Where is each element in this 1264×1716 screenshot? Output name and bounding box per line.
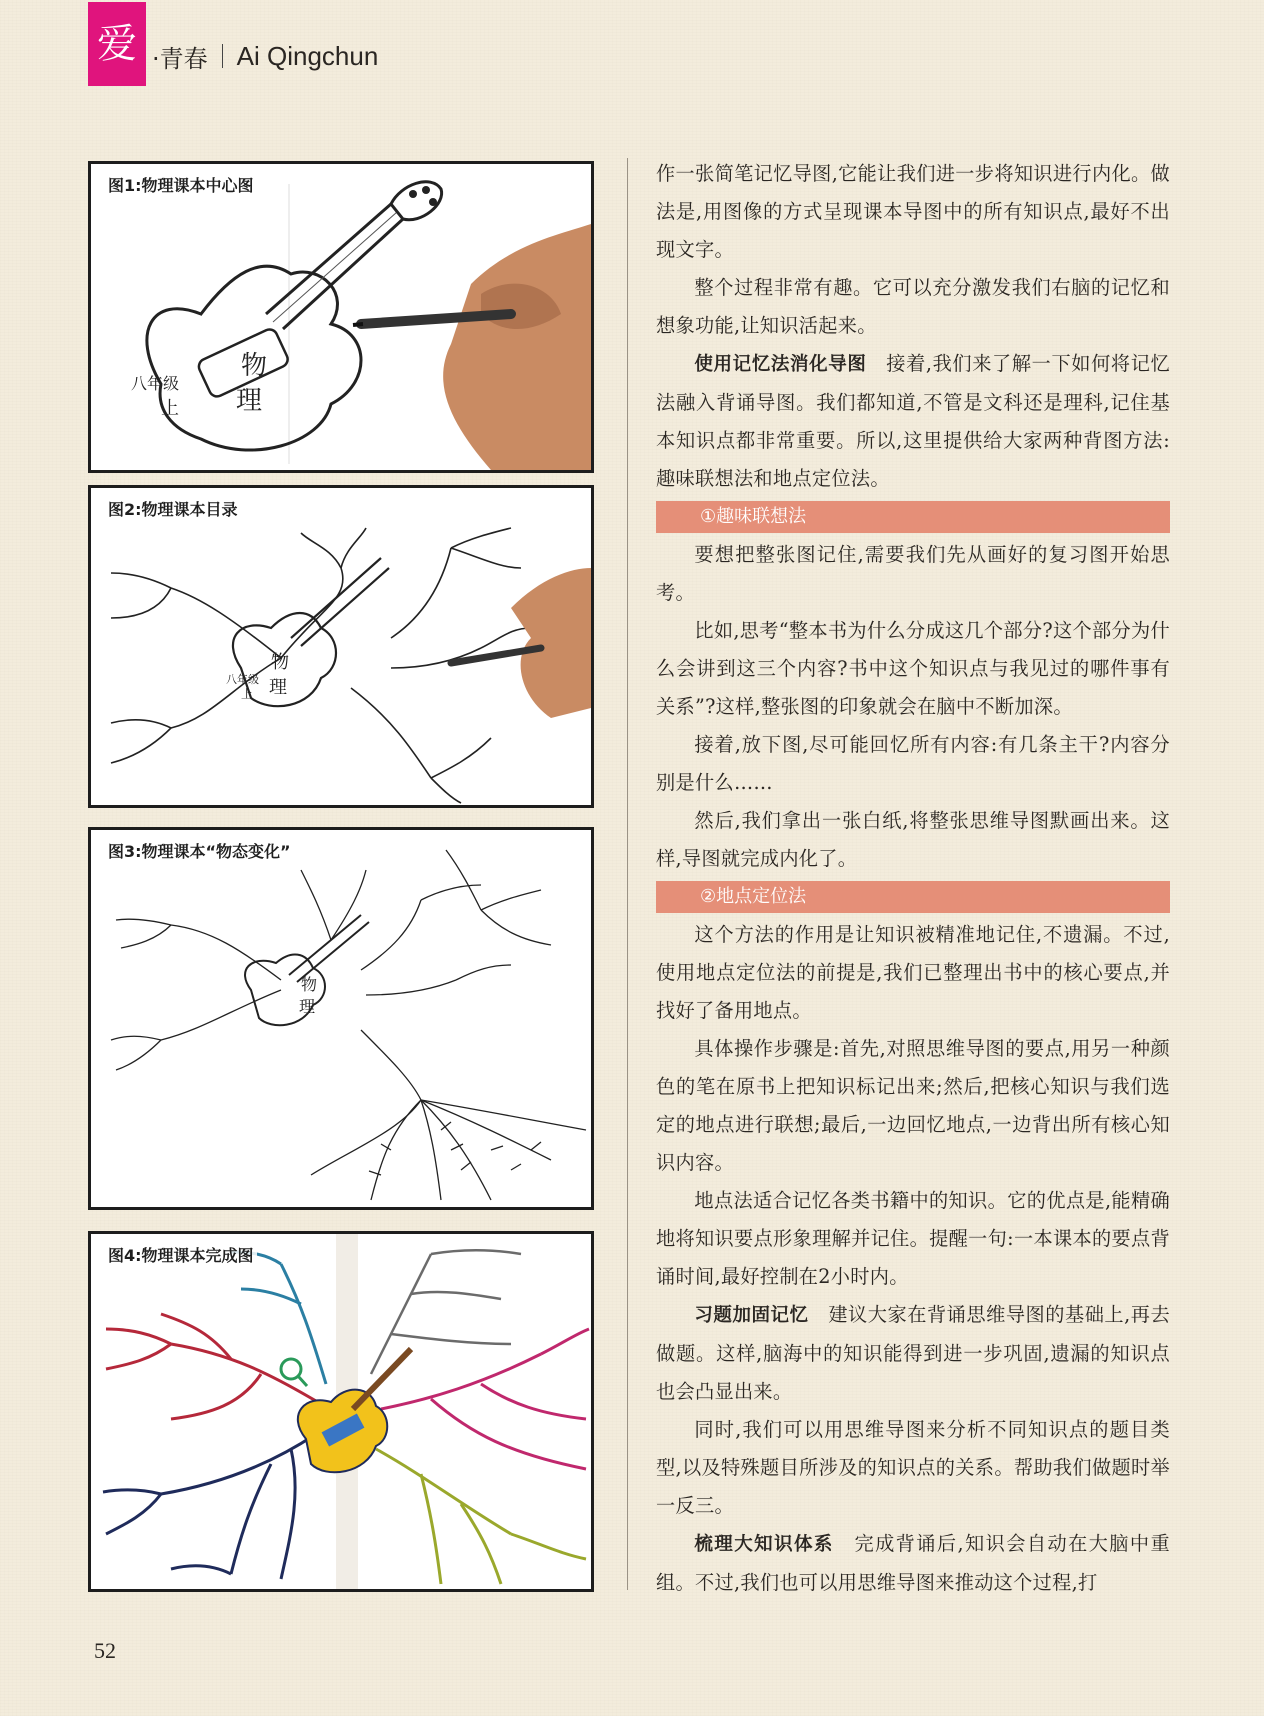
paragraph-9: 具体操作步骤是:首先,对照思维导图的要点,用另一种颜色的笔在原书上把知识标记出来;然后,把核心知识与我们选定的地点进行联想;最后,一边回忆地点,一边背出所有核心知识内容。: [656, 1037, 1170, 1174]
masthead: [88, 0, 378, 86]
lead-exercise: 习题加固记忆: [694, 1305, 809, 1326]
sketch-text-li: 理: [236, 386, 263, 416]
sketch-text-grade: 八年级: [131, 374, 180, 393]
figure-4: [88, 1231, 594, 1592]
figure-3: [88, 827, 594, 1210]
brand-divider: [222, 44, 223, 68]
paragraph-10: 地点法适合记忆各类书籍中的知识。它的优点是,能精确地将知识要点形象理解并记住。提醒一句:一本课本的要点背诵时间,最好控制在2小时内。: [656, 1189, 1170, 1288]
section-bar-association: ①趣味联想法: [656, 501, 1170, 533]
section-bar-location: ②地点定位法: [656, 881, 1170, 913]
sketch2-text-shang: 上: [241, 687, 254, 701]
paragraph-1: 作一张简笔记忆导图,它能让我们进一步将知识进行内化。做法是,用图像的方式呈现课本导图中的所有知识点,最好不出现文字。: [656, 162, 1170, 261]
brand-logo: 爱: [88, 2, 146, 86]
sketch2-text-grade: 八年级: [226, 673, 259, 686]
paragraph-5: 比如,思考“整本书为什么分成这几个部分?这个部分为什么会讲到这三个内容?书中这个知识点与我见过的哪件事有关系”?这样,整张图的印象就会在脑中不断加深。: [656, 619, 1170, 718]
paragraph-2: 整个过程非常有趣。它可以充分激发我们右脑的记忆和想象功能,让知识活起来。: [656, 276, 1170, 337]
paragraph-11: [656, 1296, 1170, 1411]
figure-1-caption: 图1:物理课本中心图: [105, 172, 257, 197]
brand-title: [152, 34, 378, 78]
figure-1-guitar-sketch: [91, 164, 591, 470]
brand-cn: ·青春: [152, 44, 208, 73]
paragraph-13-text: 完成背诵后,知识会自动在大脑中重组。不过,我们也可以用思维导图来推动这个过程,打: [656, 1532, 1170, 1594]
paragraph-3-text: 接着,我们来了解一下如何将记忆法融入背诵导图。我们都知道,不管是文科还是理科,记住基本知识点都非常重要。所以,这里提供给大家两种背图方法:趣味联想法和地点定位法。: [656, 352, 1170, 490]
paragraph-13: [656, 1525, 1170, 1602]
sketch-text-wu: 物: [241, 351, 268, 381]
figure-2: [88, 485, 594, 808]
page-number: 52: [94, 1638, 116, 1663]
lead-memory-method: 使用记忆法消化导图: [694, 354, 867, 375]
figure-4-caption: 图4:物理课本完成图: [105, 1242, 257, 1267]
figure-3-caption: 图3:物理课本“物态变化”: [105, 838, 294, 863]
figure-4-colored-mindmap: [91, 1234, 591, 1589]
sketch3-text-li: 理: [299, 997, 316, 1016]
sketch2-text-li: 理: [269, 677, 287, 698]
paragraph-4: 要想把整张图记住,需要我们先从画好的复习图开始思考。: [656, 543, 1170, 604]
paragraph-6: 接着,放下图,尽可能回忆所有内容:有几条主干?内容分别是什么……: [656, 733, 1170, 794]
brand-en: Ai Qingchun: [236, 40, 379, 71]
paragraph-8: 这个方法的作用是让知识被精准地记住,不遗漏。不过,使用地点定位法的前提是,我们已整理出书中的核心要点,并找好了备用地点。: [656, 923, 1170, 1022]
paragraph-11-text: 建议大家在背诵思维导图的基础上,再去做题。这样,脑海中的知识能得到进一步巩固,遗漏的知识点也会凸显出来。: [656, 1303, 1170, 1403]
paragraph-3: [656, 345, 1170, 498]
article-body: [656, 155, 1170, 1602]
figure-3-mindmap-sketch: [91, 830, 591, 1207]
column-divider: [627, 158, 628, 1590]
sketch3-text-wu: 物: [301, 975, 318, 994]
figure-2-mindmap-sketch: [91, 488, 591, 805]
figure-2-caption: 图2:物理课本目录: [105, 496, 241, 521]
paragraph-7: 然后,我们拿出一张白纸,将整张思维导图默画出来。这样,导图就完成内化了。: [656, 809, 1170, 870]
sketch2-text-wu: 物: [271, 652, 289, 673]
sketch-text-shang: 上: [161, 398, 179, 419]
lead-knowledge-system: 梳理大知识体系: [694, 1534, 834, 1555]
figure-1: [88, 161, 594, 473]
paragraph-12: 同时,我们可以用思维导图来分析不同知识点的题目类型,以及特殊题目所涉及的知识点的关系。帮助我们做题时举一反三。: [656, 1418, 1170, 1517]
